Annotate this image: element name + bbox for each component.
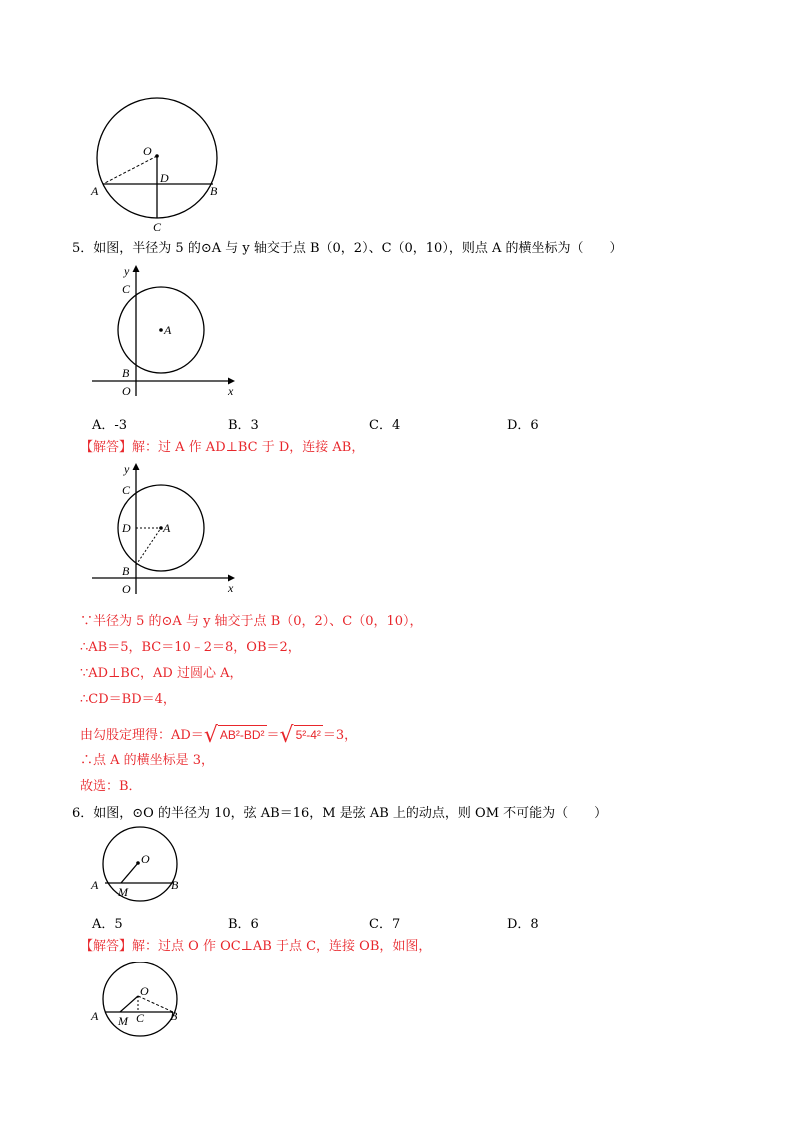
q5-option-c[interactable]: C．4 bbox=[369, 418, 401, 433]
q4-circle-figure bbox=[85, 92, 230, 237]
sqrt-expression-1: AB²‐BD² bbox=[218, 725, 267, 744]
label-b: B bbox=[171, 878, 179, 892]
sqrt-sign: √ bbox=[279, 723, 294, 748]
label-d: D bbox=[122, 521, 131, 535]
label-o: O bbox=[122, 582, 131, 596]
label-o: O bbox=[140, 984, 149, 998]
label-a: A bbox=[163, 521, 171, 535]
q5-conclusion: ∴点 A 的横坐标是 3， bbox=[80, 753, 215, 768]
q5-number: 5． bbox=[72, 241, 94, 256]
segment-ob bbox=[138, 996, 173, 1012]
q5-option-a[interactable]: A．‐3 bbox=[92, 418, 128, 433]
q6-option-a[interactable]: A．5 bbox=[92, 917, 123, 932]
q6-solution-figure bbox=[88, 962, 188, 1038]
q5-step-3: ∵AD⊥BC，AD 过圆心 A， bbox=[80, 666, 243, 681]
label-y: y bbox=[124, 462, 130, 476]
q6-stem bbox=[72, 805, 607, 823]
answer-intro-text: 解：过点 O 作 OC⊥AB 于点 C，连接 OB，如图， bbox=[132, 939, 432, 954]
label-m: M bbox=[118, 885, 128, 899]
q5-stem bbox=[72, 240, 622, 258]
label-c: C bbox=[122, 483, 131, 497]
sqrt-expression-2: 5²‐4² bbox=[294, 725, 323, 744]
label-o: O bbox=[122, 384, 131, 398]
answer-intro-text: 解：过 A 作 AD⊥BC 于 D，连接 AB， bbox=[132, 440, 365, 455]
center-dot bbox=[136, 861, 140, 865]
label-b: B bbox=[122, 564, 130, 578]
label-a: A bbox=[164, 323, 172, 337]
pythag-prefix: 由勾股定理得：AD＝ bbox=[80, 728, 204, 743]
q5-coordinate-figure bbox=[88, 262, 238, 402]
label-x: x bbox=[228, 581, 234, 595]
point-a bbox=[159, 328, 163, 332]
q6-circle-figure bbox=[88, 826, 188, 902]
label-c: C bbox=[153, 220, 162, 234]
label-o: O bbox=[141, 852, 150, 866]
label-b: B bbox=[210, 184, 218, 198]
q6-option-c[interactable]: C．7 bbox=[369, 917, 401, 932]
q5-choice: 故选：B． bbox=[80, 779, 142, 794]
q5-step-4: ∴CD＝BD＝4， bbox=[80, 692, 176, 707]
circle-o bbox=[103, 827, 177, 901]
label-a: A bbox=[91, 184, 99, 198]
label-b: B bbox=[170, 1009, 178, 1023]
q6-number: 6． bbox=[72, 806, 94, 821]
label-o: O bbox=[143, 144, 152, 158]
label-c: C bbox=[136, 1011, 145, 1025]
q6-answer-intro bbox=[80, 938, 431, 956]
pythag-result: ＝3， bbox=[322, 728, 358, 743]
pythag-equals: ＝ bbox=[266, 728, 280, 743]
label-b: B bbox=[122, 366, 130, 380]
y-axis-arrow bbox=[133, 265, 140, 272]
answer-tag: 【解答】 bbox=[80, 939, 133, 954]
y-axis-arrow bbox=[133, 463, 140, 470]
q5-step-2: ∴AB＝5，BC＝10﹣2＝8，OB＝2， bbox=[80, 640, 301, 655]
answer-tag: 【解答】 bbox=[80, 440, 133, 455]
center-dot bbox=[155, 154, 159, 158]
segment-om bbox=[120, 996, 138, 1012]
q6-option-b[interactable]: B．6 bbox=[228, 917, 259, 932]
segment-om bbox=[121, 863, 138, 883]
sqrt-sign: √ bbox=[203, 723, 218, 748]
label-m: M bbox=[118, 1014, 128, 1028]
segment-oa bbox=[103, 156, 157, 184]
label-a: A bbox=[91, 1009, 99, 1023]
q5-stem-text: 如图，半径为 5 的⊙A 与 y 轴交于点 B（0，2）、C（0，10），则点 A 的横坐标为（ ） bbox=[93, 241, 623, 256]
q6-stem-text: 如图，⊙O 的半径为 10，弦 AB＝16，M 是弦 AB 上的动点，则 OM 不可能为（ ） bbox=[93, 806, 608, 821]
q5-option-d[interactable]: D．6 bbox=[507, 418, 539, 433]
label-a: A bbox=[91, 878, 99, 892]
label-y: y bbox=[124, 264, 130, 278]
label-x: x bbox=[228, 384, 234, 398]
q5-step-1: ∵半径为 5 的⊙A 与 y 轴交于点 B（0，2）、C（0，10）， bbox=[80, 614, 423, 629]
q6-option-d[interactable]: D．8 bbox=[507, 917, 539, 932]
label-d: D bbox=[160, 171, 169, 185]
q5-option-b[interactable]: B．3 bbox=[228, 418, 259, 433]
q5-solution-figure bbox=[88, 460, 238, 600]
segment-ab bbox=[136, 528, 161, 565]
q5-pythagoras-line bbox=[80, 723, 358, 748]
q5-answer-intro bbox=[80, 439, 364, 457]
label-c: C bbox=[122, 282, 131, 296]
